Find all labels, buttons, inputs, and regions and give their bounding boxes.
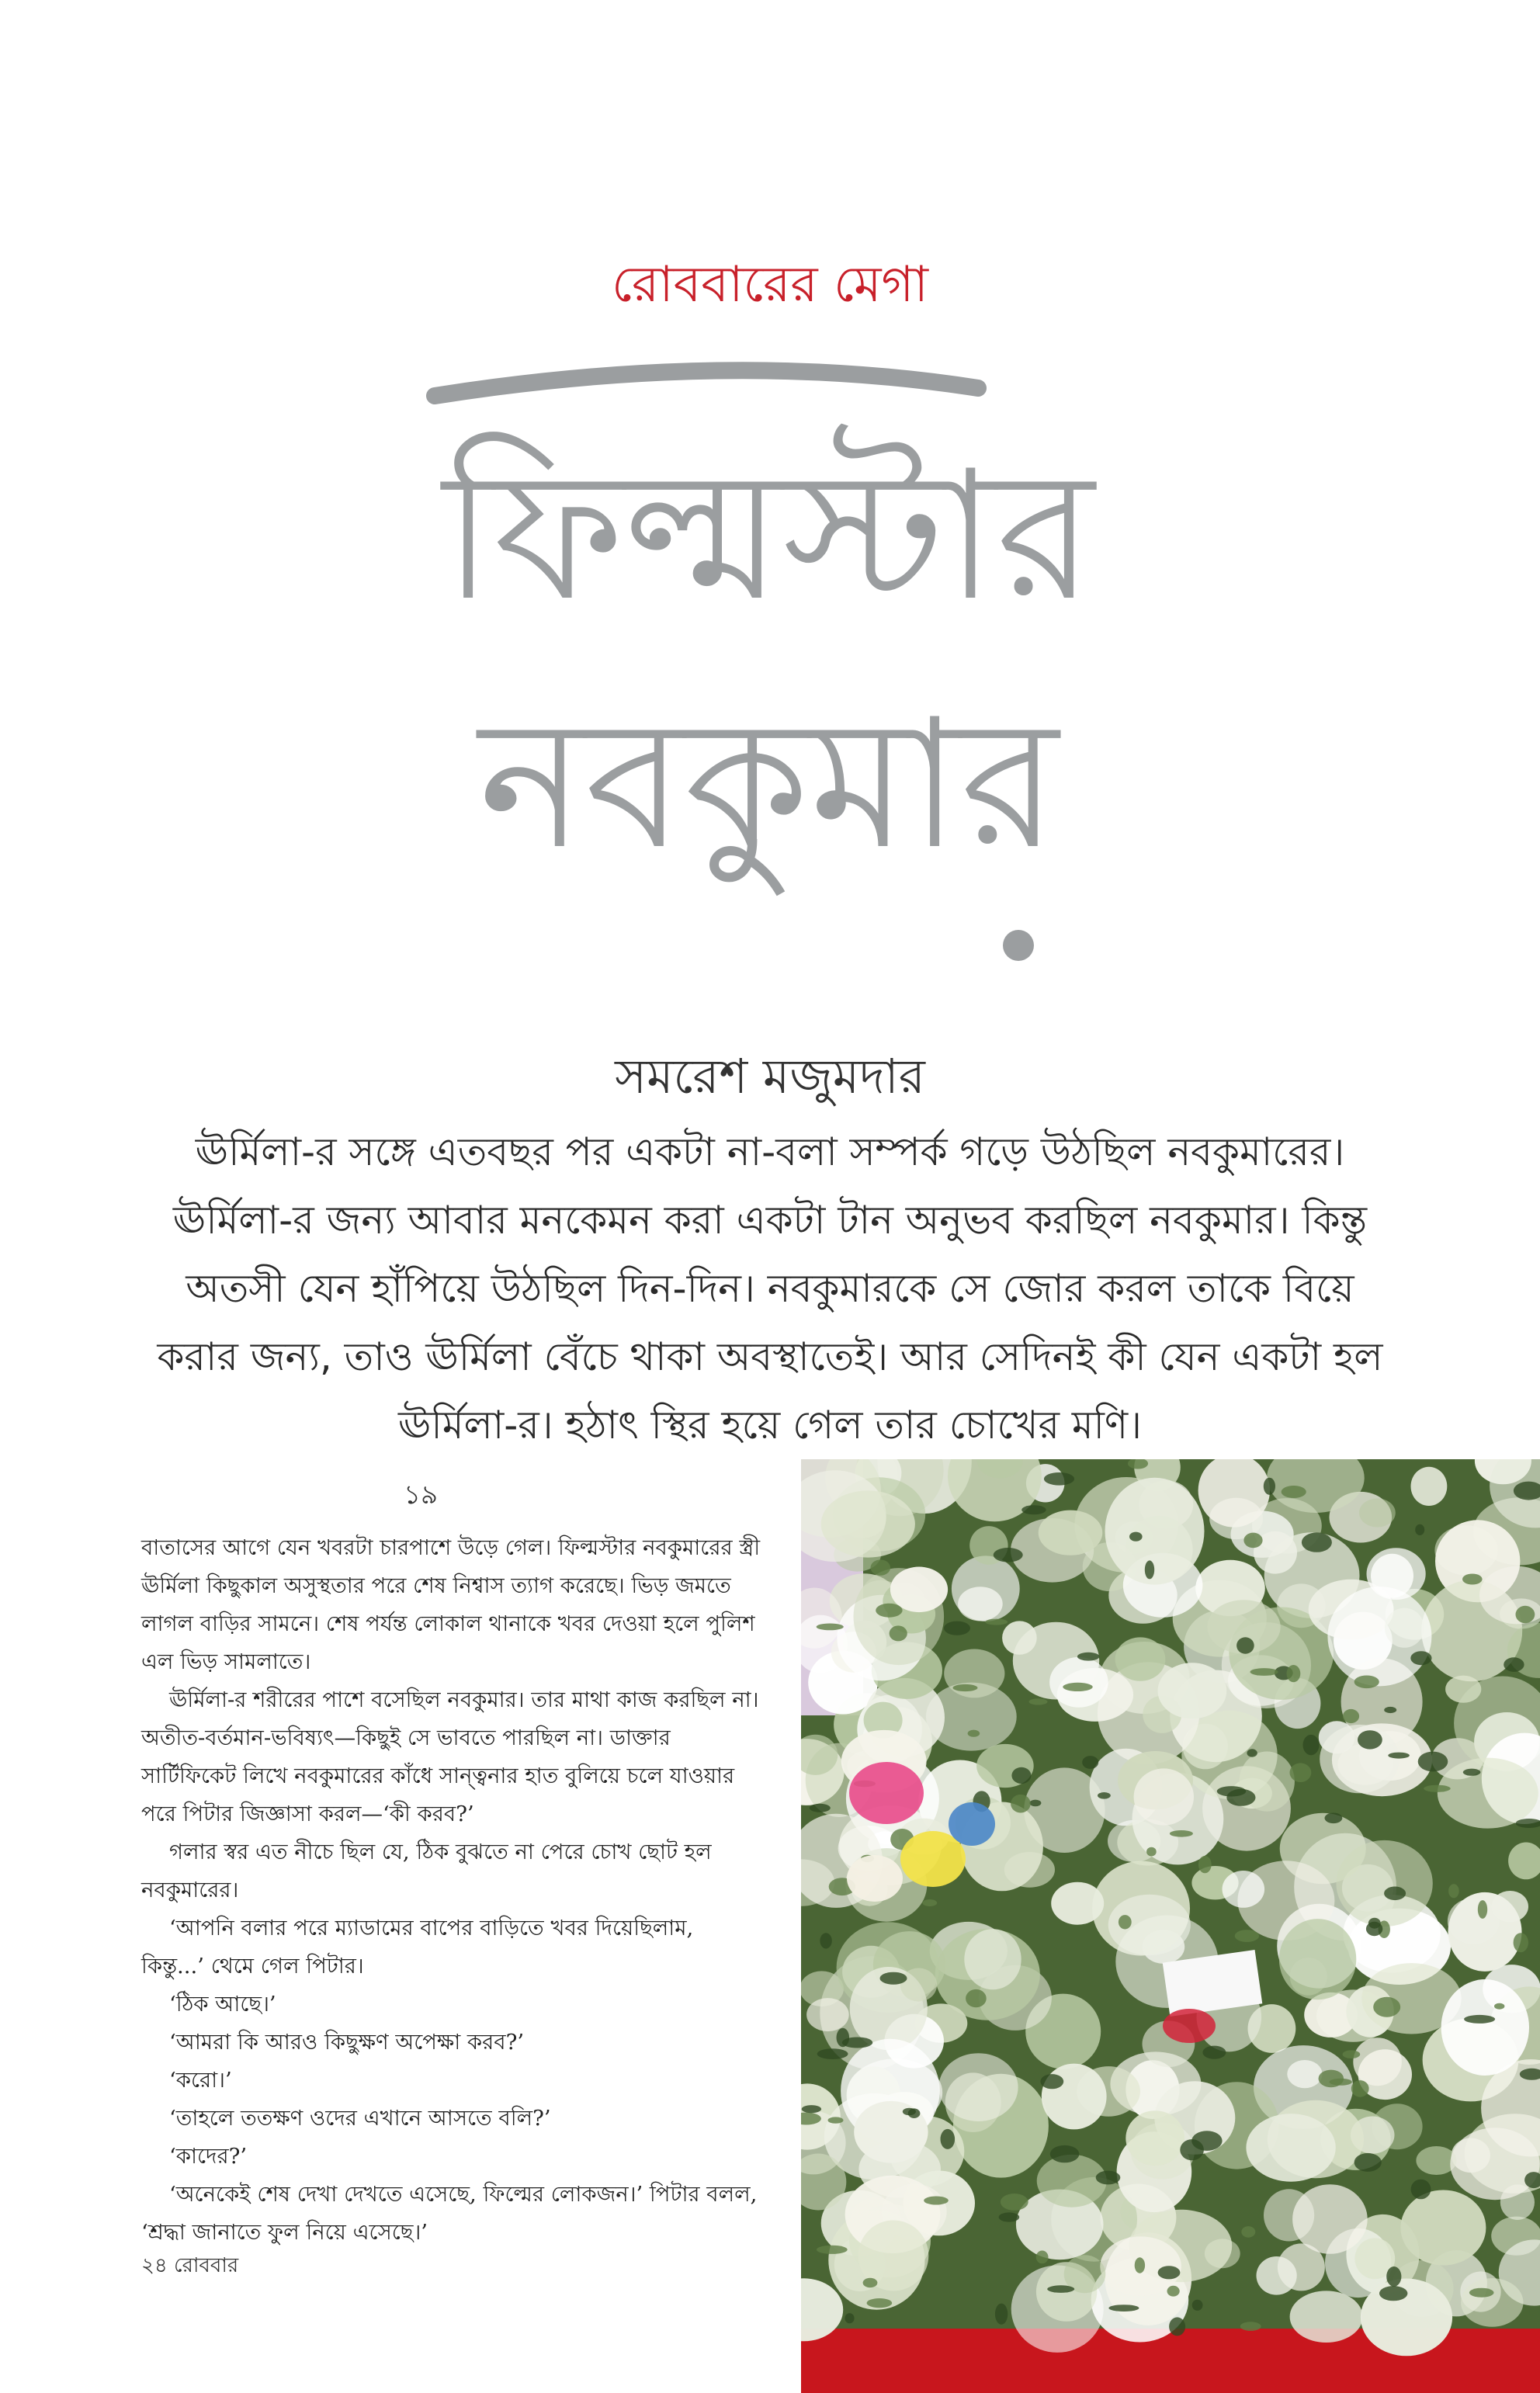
story-title-line1: ফিল্মস্টার <box>442 433 1094 640</box>
story-title-art <box>404 342 1133 994</box>
body-paragraph: ‘অনেকেই শেষ দেখা দেখতে এসেছে, ফিল্মের লোকজন।’ পিটার বলল, ‘শ্রদ্ধা জানাতে ফুল নিয়ে এসেছে।’ <box>141 2182 758 2245</box>
standfirst-line: ঊর্মিলা-র। হঠাৎ স্থির হয়ে গেল তার চোখের মণি। <box>397 1403 1143 1448</box>
body-paragraph: ‘আপনি বলার পরে ম্যাডামের বাপের বাড়িতে খবর দিয়েছিলাম, কিন্তু...’ থেমে গেল পিটার। <box>141 1916 694 1979</box>
standfirst-line: ঊর্মিলা-র জন্য আবার মনকেমন করা একটা টান অনুভব করছিল নবকুমার। কিন্তু <box>172 1198 1368 1243</box>
article-body <box>141 1529 762 2252</box>
story-title-line2: নবকুমার <box>478 681 1059 889</box>
story-title <box>404 342 1133 994</box>
body-paragraph: বাতাসের আগে যেন খবরটা চারপাশে উড়ে গেল। ফিল্মস্টার নবকুমারের স্ত্রী ঊর্মিলা কিছুকাল অসুস্থতার পরে শেষ নিশ্বাস ত্যাগ করেছে। ভিড় জমতে লাগল বাড়ির সামনে। শেষ পর্যন্ত লোকাল থানাকে খবর দেওয়া হলে পুলিশ এল ভিড় সামলাতে। <box>141 1535 761 1674</box>
standfirst-line: করার জন্য, তাও ঊর্মিলা বেঁচে থাকা অবস্থাতেই। আর সেদিনই কী যেন একটা হল <box>157 1334 1383 1379</box>
standfirst <box>132 1118 1408 1459</box>
body-paragraph: ‘ঠিক আছে।’ <box>169 1992 276 2017</box>
author-name: সমরেশ মজুমদার <box>615 1048 925 1105</box>
body-paragraph: ‘আমরা কি আরও কিছুক্ষণ অপেক্ষা করব?’ <box>169 2030 525 2055</box>
body-paragraph: গলার স্বর এত নীচে ছিল যে, ঠিক বুঝতে না পেরে চোখ ছোট হল নবকুমারের। <box>141 1840 712 1902</box>
flower-wreath-illustration <box>801 1459 1540 2393</box>
flower-wreath-photo <box>801 1459 1540 2393</box>
standfirst-line: অতসী যেন হাঁপিয়ে উঠছিল দিন-দিন। নবকুমারকে সে জোর করল তাকে বিয়ে <box>186 1266 1354 1311</box>
page-footer: ২৪ রোববার <box>141 2254 239 2277</box>
body-paragraph: ‘করো।’ <box>169 2068 232 2093</box>
body-paragraph: ‘তাহলে ততক্ষণ ওদের এখানে আসতে বলি?’ <box>169 2106 551 2131</box>
section-kicker: রোববারের মেগা <box>611 256 928 314</box>
body-paragraph: ‘কাদের?’ <box>169 2144 248 2169</box>
standfirst-line: ঊর্মিলা-র সঙ্গে এতবছর পর একটা না-বলা সম্পর্ক গড়ে উঠছিল নবকুমারের। <box>195 1129 1345 1174</box>
body-paragraph: ঊর্মিলা-র শরীরের পাশে বসেছিল নবকুমার। তার মাথা কাজ করছিল না। অতীত-বর্তমান-ভবিষ্যৎ—কিছুই সে ভাবতে পারছিল না। ডাক্তার সার্টিফিকেট লিখে নবকুমারের কাঁধে সান্ত্বনার হাত বুলিয়ে চলে যাওয়ার পরে পিটার জিজ্ঞাসা করল—‘কী করব?’ <box>141 1687 759 1826</box>
chapter-number: ১৯ <box>404 1479 439 1510</box>
